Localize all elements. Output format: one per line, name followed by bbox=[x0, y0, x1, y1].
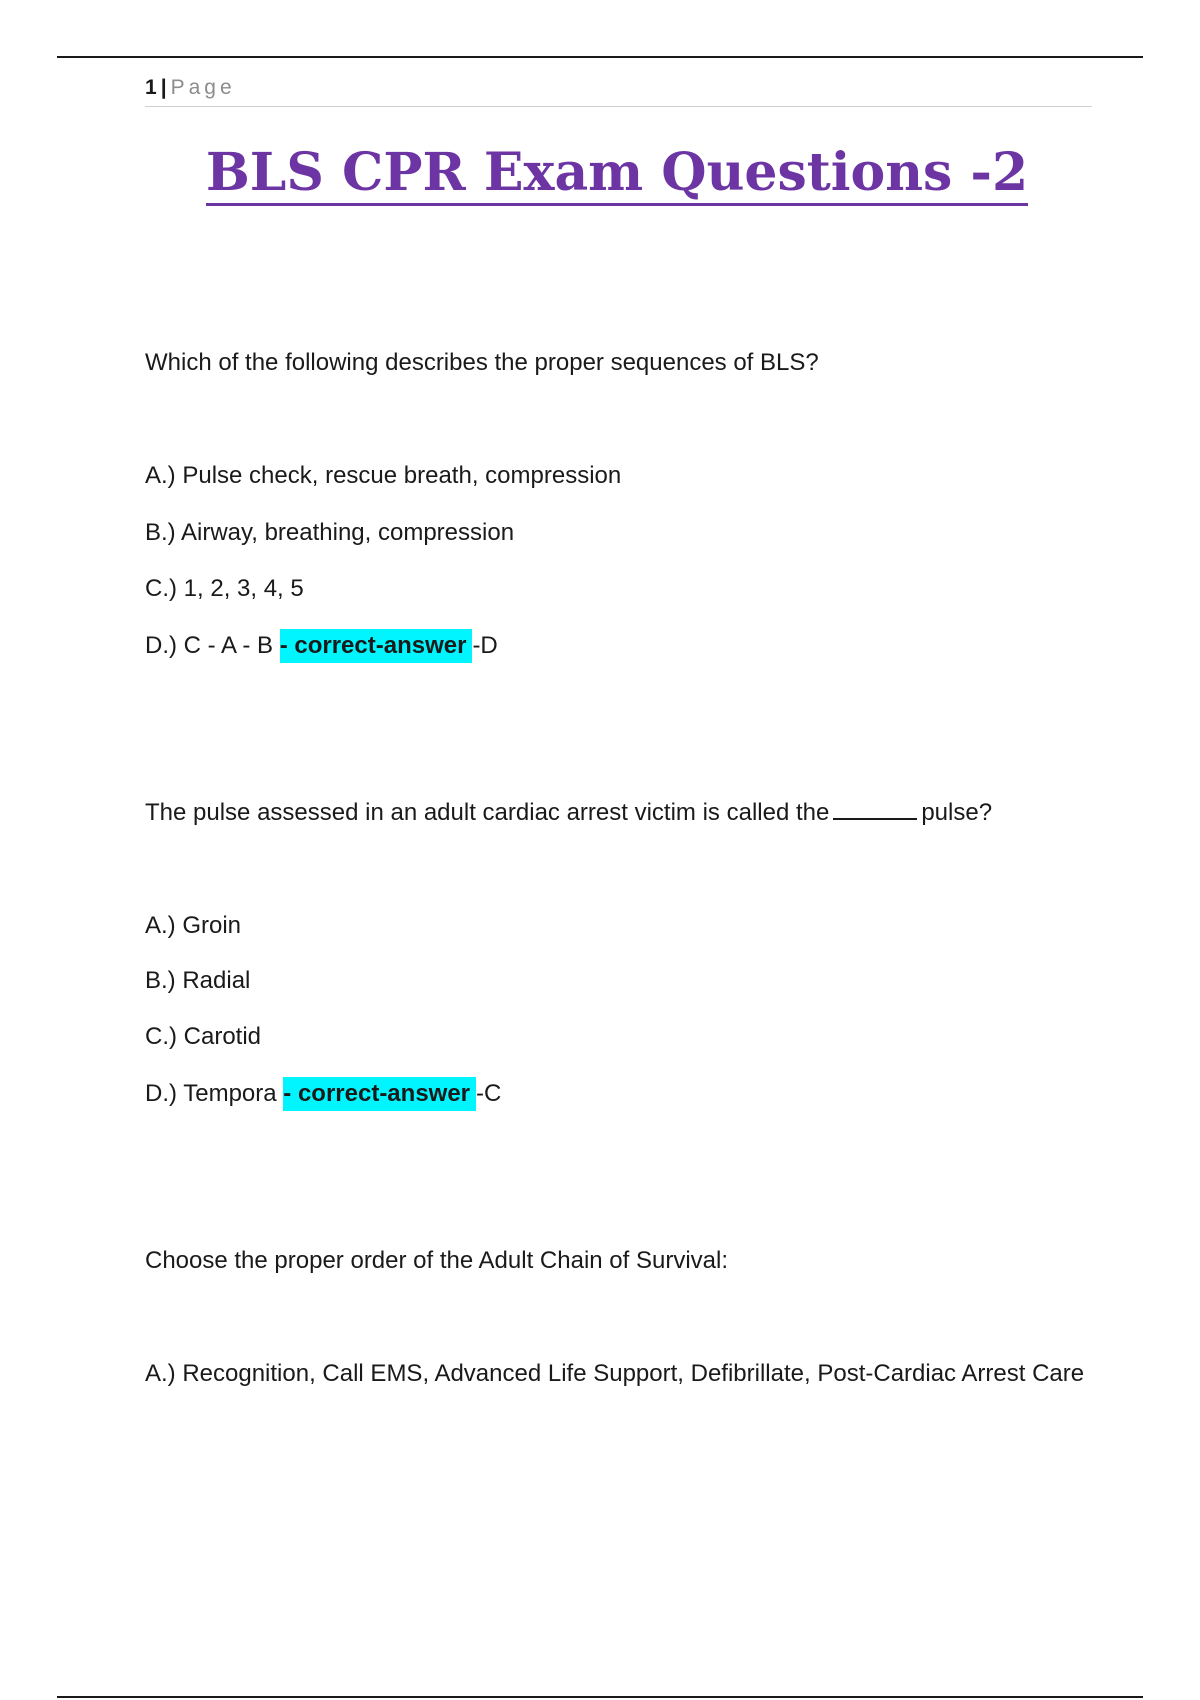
page-label: Page bbox=[170, 76, 236, 99]
question-2-option-c: C.) Carotid bbox=[145, 1023, 262, 1050]
question-1-text: Which of the following describes the proper sequences of BLS? bbox=[145, 349, 819, 376]
top-rule bbox=[57, 56, 1143, 58]
question-2-text-before: The pulse assessed in an adult cardiac arrest victim is called the bbox=[145, 799, 830, 826]
document-title: BLS CPR Exam Questions -2 bbox=[206, 142, 1028, 206]
page-number: 1 bbox=[145, 76, 157, 99]
question-1-option-b: B.) Airway, breathing, compression bbox=[145, 519, 515, 546]
page-header bbox=[145, 74, 1092, 107]
question-1-option-c: C.) 1, 2, 3, 4, 5 bbox=[145, 575, 304, 602]
question-2-option-d: D.) Tempora bbox=[145, 1080, 277, 1107]
document-title-container bbox=[0, 140, 1200, 206]
header-separator: | bbox=[160, 76, 167, 99]
answer-letter: -D bbox=[472, 632, 498, 659]
question-3-text: Choose the proper order of the Adult Chain of Survival: bbox=[145, 1247, 729, 1274]
question-2-text bbox=[145, 798, 992, 828]
question-1-option-d-line bbox=[145, 631, 498, 661]
question-2-option-d-line bbox=[145, 1079, 501, 1109]
question-3-option-a: A.) Recognition, Call EMS, Advanced Life Support, Defibrillate, Post-Cardiac Arrest Care bbox=[145, 1360, 1085, 1387]
answer-letter: -C bbox=[476, 1080, 502, 1107]
bottom-rule bbox=[57, 1696, 1143, 1698]
question-2-option-a: A.) Groin bbox=[145, 912, 242, 939]
correct-answer-highlight: - correct-answer bbox=[283, 1077, 476, 1111]
correct-answer-highlight: - correct-answer bbox=[280, 629, 473, 663]
question-2-option-b: B.) Radial bbox=[145, 967, 251, 994]
question-1-option-d: D.) C - A - B bbox=[145, 632, 274, 659]
question-2-text-after: pulse? bbox=[921, 799, 993, 826]
question-1-option-a: A.) Pulse check, rescue breath, compression bbox=[145, 462, 622, 489]
fill-in-blank bbox=[833, 798, 917, 820]
